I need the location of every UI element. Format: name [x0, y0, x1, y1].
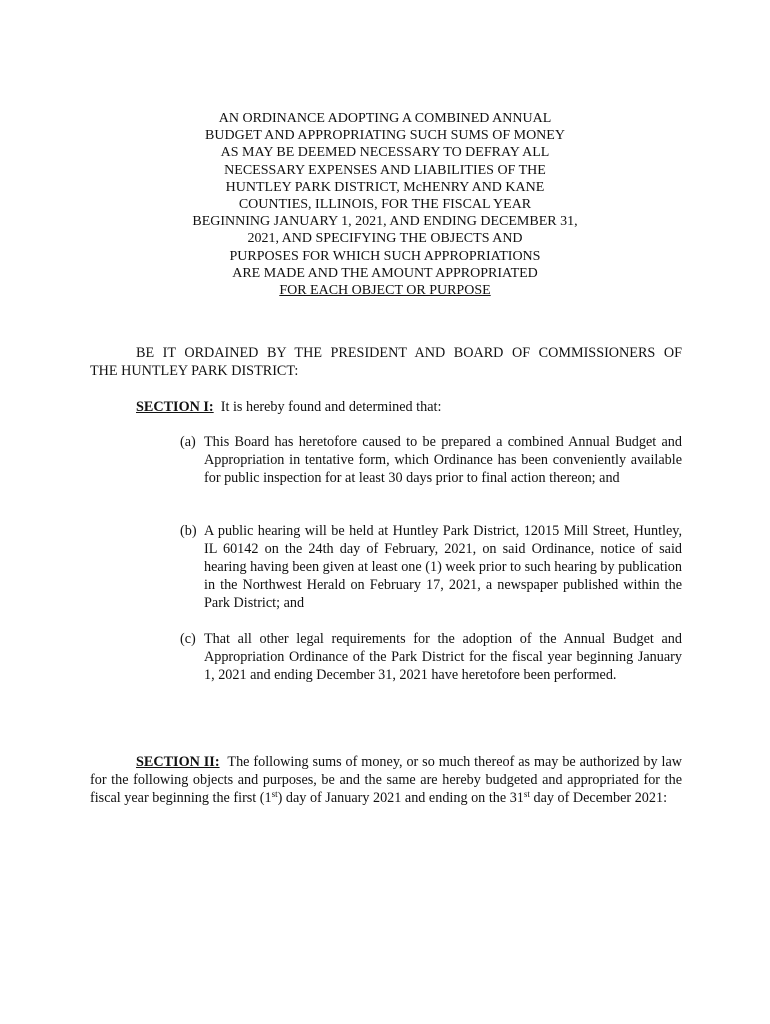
section-1-heading: [136, 398, 441, 416]
finding-item-a: [180, 433, 682, 487]
item-text: A public hearing will be held at Huntley Park District, 12015 Mill Street, Huntley, IL 60142 on the 24th day of February, 2021, on said Ordinance, notice of said hearing having been given at least one (1) week prior to such hearing by publication in the Northwest Herald on February 17, 2021, a newspaper published within the Park District; and: [204, 523, 682, 611]
title-line: NECESSARY EXPENSES AND LIABILITIES OF THE: [224, 162, 546, 178]
item-text: That all other legal requirements for the adoption of the Annual Budget and Appropriation Ordinance of the Park District for the fiscal year beginning January 1, 2021 and ending December 31, 2021 have heretofore been performed.: [204, 631, 682, 683]
section-2-paragraph: [90, 753, 682, 807]
item-text: This Board has heretofore caused to be prepared a combined Annual Budget and Appropriation in tentative form, which Ordinance has been conveniently available for public inspection for at least 30 days prior to final action thereon; and: [204, 434, 682, 486]
title-line: BUDGET AND APPROPRIATING SUCH SUMS OF MONEY: [205, 128, 565, 144]
section-1-label: SECTION I:: [136, 399, 214, 415]
item-marker: (c): [180, 631, 196, 647]
section-2-text-part-1: The following sums of money, or so much thereof as may be authorized by law for the following objects and purposes, be and the same are hereby budgeted and appropriated for the fiscal year beginning the first (1: [90, 754, 683, 806]
preamble-line-1: BE IT ORDAINED BY THE PRESIDENT AND BOARD OF COMMISSIONERS OF: [136, 345, 682, 361]
section-2-label: SECTION II:: [136, 754, 220, 770]
title-line: COUNTIES, ILLINOIS, FOR THE FISCAL YEAR: [238, 197, 532, 213]
item-marker: (b): [180, 523, 197, 539]
title-line: BEGINNING JANUARY 1, 2021, AND ENDING DECEMBER 31,: [192, 214, 578, 230]
ordinance-title: [130, 110, 640, 299]
section-2-text-part-3: day of December 2021:: [529, 790, 668, 806]
title-line: 2021, AND SPECIFYING THE OBJECTS AND: [247, 231, 523, 247]
title-line: AS MAY BE DEEMED NECESSARY TO DEFRAY ALL: [220, 145, 550, 161]
preamble-paragraph: [90, 344, 682, 380]
superscript-st: st: [523, 789, 530, 799]
superscript-st: st: [271, 789, 278, 799]
title-line: ARE MADE AND THE AMOUNT APPROPRIATED: [232, 265, 538, 281]
title-last-line: FOR EACH OBJECT OR PURPOSE: [279, 283, 491, 299]
finding-item-c: [180, 630, 682, 684]
title-line: PURPOSES FOR WHICH SUCH APPROPRIATIONS: [229, 248, 541, 264]
title-line: AN ORDINANCE ADOPTING A COMBINED ANNUAL: [218, 111, 552, 126]
section-1-text: It is hereby found and determined that:: [220, 399, 442, 415]
finding-item-b: [180, 522, 682, 612]
section-2-text-part-2: ) day of January 2021 and ending on the 31: [277, 790, 524, 806]
title-line: HUNTLEY PARK DISTRICT, McHENRY AND KANE: [225, 179, 545, 195]
preamble-line-2: THE HUNTLEY PARK DISTRICT:: [90, 363, 299, 379]
item-marker: (a): [180, 434, 196, 450]
